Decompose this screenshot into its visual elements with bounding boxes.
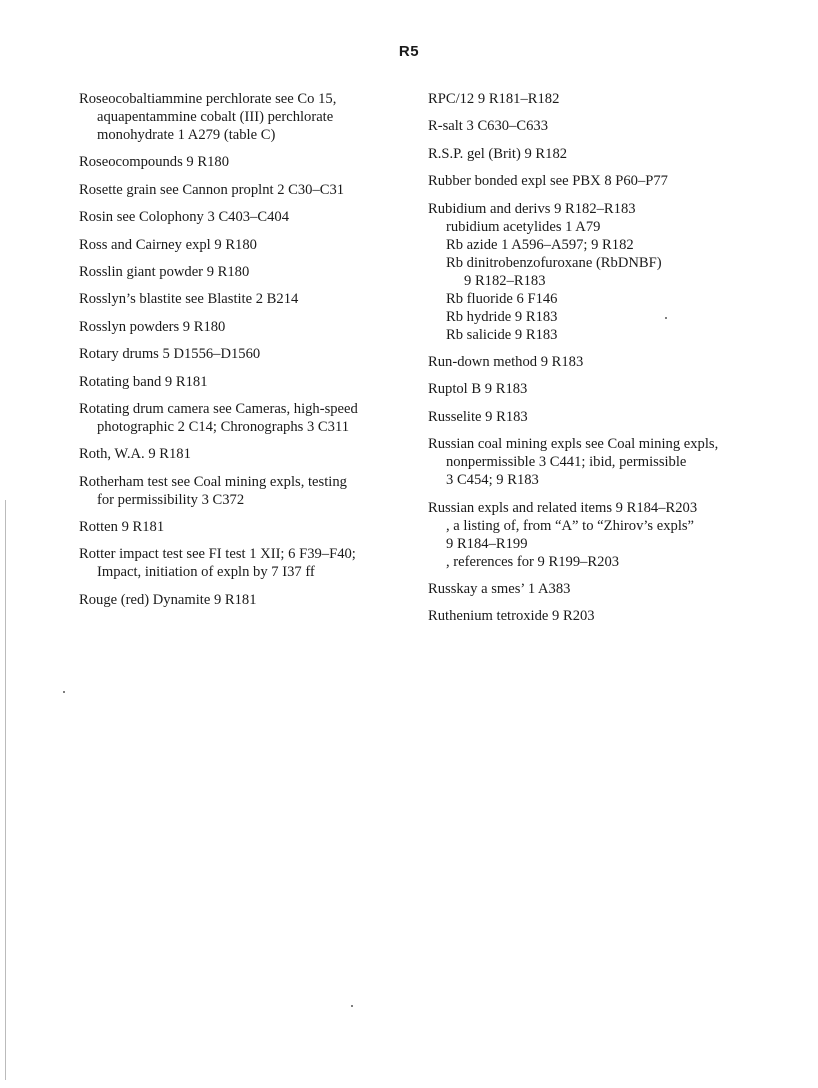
scan-speck bbox=[63, 691, 65, 693]
index-entry bbox=[428, 200, 778, 344]
index-entry bbox=[428, 172, 778, 190]
entry-subline: monohydrate 1 A279 (table C) bbox=[97, 127, 276, 143]
entry-text: Ruptol B 9 R183 bbox=[428, 381, 528, 398]
entry-text: Rosslyn’s blastite see Blastite 2 B214 bbox=[79, 291, 299, 308]
index-entry bbox=[79, 373, 399, 391]
entry-subline: Rb salicide 9 R183 bbox=[446, 326, 558, 343]
entry-text: RPC/12 9 R181–R182 bbox=[428, 91, 560, 107]
entry-text: Rouge (red) Dynamite 9 R181 bbox=[79, 591, 257, 608]
entry-text: Russian coal mining expls see Coal mining expls, bbox=[428, 436, 719, 453]
index-entry bbox=[79, 545, 399, 581]
index-entry bbox=[428, 145, 778, 163]
index-entry bbox=[79, 153, 399, 171]
entry-text: Roth, W.A. 9 R181 bbox=[79, 446, 191, 463]
scan-speck bbox=[665, 317, 667, 319]
index-entry bbox=[428, 117, 778, 135]
entry-text: Russkay a smes’ 1 A383 bbox=[428, 580, 571, 597]
index-entry bbox=[79, 263, 399, 281]
entry-text: Russelite 9 R183 bbox=[428, 408, 528, 425]
entry-subline: photographic 2 C14; Chronographs 3 C311 bbox=[97, 418, 349, 435]
entry-subline: 3 C454; 9 R183 bbox=[446, 472, 539, 489]
entry-text: Rotter impact test see FI test 1 XII; 6 F39–F40; bbox=[79, 546, 356, 563]
page-header: R5 bbox=[398, 43, 420, 60]
entry-subline: for permissibility 3 C372 bbox=[97, 491, 245, 508]
entry-text: R-salt 3 C630–C633 bbox=[428, 118, 548, 135]
index-entry bbox=[79, 473, 399, 509]
entry-text: Rotherham test see Coal mining expls, testing bbox=[79, 473, 347, 490]
entry-subline: Impact, initiation of expln by 7 I37 ff bbox=[97, 564, 315, 581]
entry-text: Rotten 9 R181 bbox=[79, 519, 165, 536]
index-entry bbox=[428, 408, 778, 426]
index-entry bbox=[428, 380, 778, 398]
entry-subline: Rb hydride 9 R183 bbox=[446, 308, 558, 325]
entry-text: Roseocompounds 9 R180 bbox=[79, 154, 229, 171]
index-entry bbox=[79, 208, 399, 226]
index-entry bbox=[428, 607, 778, 625]
index-column-right bbox=[428, 90, 778, 635]
entry-subline: 9 R182–R183 bbox=[464, 272, 546, 289]
index-entry bbox=[428, 353, 778, 371]
entry-subline: Rb azide 1 A596–A597; 9 R182 bbox=[446, 236, 634, 253]
index-entry bbox=[79, 518, 399, 536]
index-entry bbox=[79, 181, 399, 199]
entry-subline: Rb dinitrobenzofuroxane (RbDNBF) bbox=[446, 254, 662, 271]
entry-subline: aquapentammine cobalt (III) perchlorate bbox=[97, 109, 334, 125]
index-entry bbox=[79, 345, 399, 363]
entry-text: Rotating drum camera see Cameras, high-speed bbox=[79, 400, 358, 417]
index-entry bbox=[428, 580, 778, 598]
index-entry bbox=[428, 435, 778, 489]
entry-text: Roseocobaltiammine perchlorate see Co 15, bbox=[79, 91, 337, 107]
scan-speck bbox=[351, 1005, 353, 1007]
entry-subline: , a listing of, from “A” to “Zhirov’s expls” bbox=[446, 517, 695, 534]
entry-subline: , references for 9 R199–R203 bbox=[446, 553, 620, 570]
entry-subline: 9 R184–R199 bbox=[446, 535, 528, 552]
entry-subline: Rb fluoride 6 F146 bbox=[446, 290, 558, 307]
entry-text: Rosslin giant powder 9 R180 bbox=[79, 263, 250, 280]
entry-text: Rubidium and derivs 9 R182–R183 bbox=[428, 200, 636, 217]
entry-subline: nonpermissible 3 C441; ibid, permissible bbox=[446, 454, 687, 471]
entry-text: Rosin see Colophony 3 C403–C404 bbox=[79, 209, 289, 226]
index-entry bbox=[428, 499, 778, 571]
entry-text: Rubber bonded expl see PBX 8 P60–P77 bbox=[428, 173, 668, 190]
entry-text: Russian expls and related items 9 R184–R203 bbox=[428, 499, 698, 516]
entry-text: Ruthenium tetroxide 9 R203 bbox=[428, 608, 595, 625]
index-entry bbox=[79, 318, 399, 336]
entry-text: Ross and Cairney expl 9 R180 bbox=[79, 236, 257, 253]
index-entry bbox=[428, 90, 778, 108]
entry-text: Rosslyn powders 9 R180 bbox=[79, 318, 226, 335]
entry-text: Run-down method 9 R183 bbox=[428, 353, 584, 370]
index-entry bbox=[79, 591, 399, 609]
index-entry bbox=[79, 445, 399, 463]
scan-edge-line bbox=[5, 500, 6, 1080]
entry-text: Rotating band 9 R181 bbox=[79, 373, 208, 390]
index-entry bbox=[79, 290, 399, 308]
entry-text: R.S.P. gel (Brit) 9 R182 bbox=[428, 145, 568, 162]
entry-text: Rotary drums 5 D1556–D1560 bbox=[79, 346, 261, 363]
entry-subline: rubidium acetylides 1 A79 bbox=[446, 218, 601, 235]
index-entry bbox=[79, 90, 399, 144]
index-entry bbox=[79, 236, 399, 254]
entry-text: Rosette grain see Cannon proplnt 2 C30–C31 bbox=[79, 181, 345, 198]
index-entry bbox=[79, 400, 399, 436]
index-column-left bbox=[79, 90, 399, 618]
